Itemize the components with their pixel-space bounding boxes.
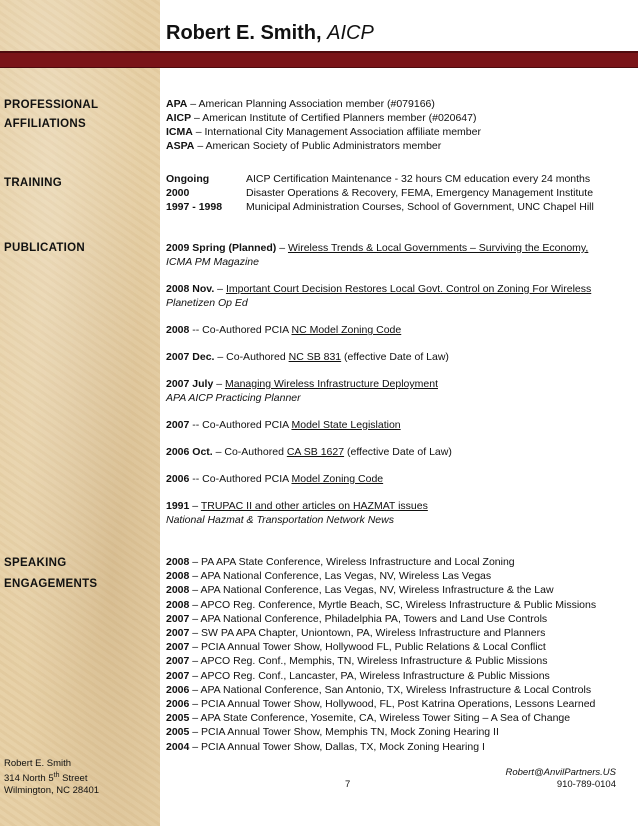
speaking-item [166, 725, 616, 739]
speaking-item [166, 598, 616, 612]
speaking-year: 2005 [166, 726, 190, 739]
speaking-year: 2008 [166, 598, 190, 611]
speaking-year: 2007 [166, 641, 190, 654]
speaking-text: – APA National Conference, Las Vegas, NV, Wireless Infrastructure & the Law [189, 584, 554, 597]
training-date: 2000 [166, 187, 190, 199]
publication-item [166, 418, 606, 432]
publication-title-link[interactable]: NC SB 831 [288, 351, 342, 363]
affiliation-text: – International City Management Association affiliate member [192, 126, 481, 138]
resume-credential: AICP [327, 22, 374, 44]
speaking-text: – PCIA Annual Tower Show, Memphis TN, Mock Zoning Hearing II [189, 726, 499, 739]
publication-venue: ICMA PM Magazine [166, 256, 259, 268]
publication-title-link[interactable]: TRUPAC II and other articles on HAZMAT issues [200, 500, 428, 512]
publication-date: 2008 Nov. [166, 283, 215, 295]
publication-list [166, 241, 606, 540]
speaking-text: – PCIA Annual Tower Show, Dallas, TX, Mock Zoning Hearing I [189, 740, 485, 753]
publication-date: 2007 July [166, 378, 214, 390]
speaking-year: 2007 [166, 669, 190, 682]
training-date: Ongoing [166, 173, 210, 185]
speaking-year: 2007 [166, 612, 190, 625]
speaking-item [166, 640, 616, 654]
publication-pre: -- Co-Authored PCIA [189, 473, 292, 485]
speaking-item [166, 555, 616, 569]
footer-contact [506, 767, 617, 791]
publication-item [166, 445, 606, 459]
publication-date: 2007 [166, 419, 190, 431]
speaking-item [166, 697, 616, 711]
speaking-text: – APA National Conference, Las Vegas, NV, Wireless Las Vegas [189, 570, 492, 583]
speaking-year: 2006 [166, 698, 190, 711]
training-desc: AICP Certification Maintenance - 32 hours CM education every 24 months [246, 173, 591, 185]
section-label-training: TRAINING [4, 177, 62, 189]
publication-date: 1991 [166, 500, 190, 512]
publication-item [166, 323, 606, 337]
publication-date: 2006 Oct. [166, 446, 213, 458]
speaking-item [166, 654, 616, 668]
training-desc: Municipal Administration Courses, School of Government, UNC Chapel Hill [246, 201, 594, 213]
publication-post: (effective Date of Law) [344, 446, 452, 458]
affiliation-text: – American Planning Association member (#079166) [187, 98, 435, 110]
publication-pre: – Co-Authored [214, 351, 289, 363]
publication-line [166, 350, 606, 364]
publication-title-link[interactable]: Managing Wireless Infrastructure Deployment [224, 378, 438, 390]
affiliation-abbr: APA [166, 98, 188, 110]
training-desc: Disaster Operations & Recovery, FEMA, Emergency Management Institute [246, 187, 594, 199]
publication-date: 2009 Spring (Planned) [166, 242, 277, 254]
publication-pre: – Co-Authored [212, 446, 287, 458]
speaking-item [166, 569, 616, 583]
publication-title-link[interactable]: Model Zoning Code [291, 473, 384, 485]
footer-street: 314 North 5th Street [4, 772, 88, 785]
publication-pre: -- Co-Authored PCIA [189, 419, 292, 431]
publication-item [166, 282, 606, 310]
publication-venue: APA AICP Practicing Planner [166, 392, 301, 404]
speaking-year: 2008 [166, 556, 190, 568]
footer-address [4, 758, 99, 797]
speaking-item [166, 626, 616, 640]
publication-pre: -- Co-Authored PCIA [189, 324, 292, 336]
publication-line [166, 282, 606, 296]
publication-line [166, 418, 606, 432]
speaking-text: – APCO Reg. Conference, Myrtle Beach, SC, Wireless Infrastructure & Public Missions [189, 598, 597, 611]
speaking-year: 2007 [166, 655, 190, 668]
speaking-year: 2008 [166, 584, 190, 597]
section-label-publication: PUBLICATION [4, 242, 86, 254]
publication-title-link[interactable]: Important Court Decision Restores Local Govt. Control on Zoning For Wireless [225, 283, 592, 295]
publication-title-link[interactable]: NC Model Zoning Code [291, 324, 402, 336]
speaking-item [166, 740, 616, 754]
publication-line [166, 472, 606, 486]
header-band [0, 51, 638, 68]
publication-date: 2007 Dec. [166, 351, 215, 363]
speaking-text: – SW PA APA Chapter, Uniontown, PA, Wireless Infrastructure and Planners [189, 627, 546, 640]
publication-line [166, 377, 606, 391]
affiliation-text: – American Institute of Certified Planners member (#020647) [191, 112, 477, 124]
publication-pre: – [214, 283, 226, 295]
affiliation-item [166, 111, 481, 125]
speaking-text: – PCIA Annual Tower Show, Hollywood, FL, Post Katrina Operations, Lessons Learned [189, 698, 596, 711]
speaking-year: 2005 [166, 712, 190, 725]
speaking-list [166, 555, 616, 754]
training-date: 1997 - 1998 [166, 201, 223, 213]
speaking-text: – APA National Conference, Philadelphia PA, Towers and Land Use Controls [189, 612, 548, 625]
footer-phone: 910-789-0104 [556, 779, 616, 790]
speaking-text: – APA National Conference, San Antonio, TX, Wireless Infrastructure & Local Controls [189, 683, 592, 696]
training-item [166, 172, 606, 186]
publication-pre: – [189, 500, 201, 512]
speaking-item [166, 683, 616, 697]
page-number: 7 [345, 779, 351, 790]
affiliation-text: – American Society of Public Administrators member [194, 140, 442, 152]
speaking-item [166, 669, 616, 683]
speaking-text: – PA APA State Conference, Wireless Infrastructure and Local Zoning [189, 556, 515, 568]
affiliation-abbr: ASPA [166, 140, 195, 152]
publication-line [166, 241, 606, 255]
publication-date: 2006 [166, 473, 190, 485]
affiliation-item [166, 139, 481, 153]
publication-item [166, 241, 606, 269]
training-item [166, 200, 606, 214]
affiliation-abbr: AICP [166, 112, 192, 124]
publication-item [166, 350, 606, 364]
training-item [166, 186, 606, 200]
publication-venue: National Hazmat & Transportation Network News [166, 514, 394, 526]
publication-title-link[interactable]: Wireless Trends & Local Governments – Surviving the Economy, [287, 242, 589, 254]
publication-line [166, 323, 606, 337]
publication-post: (effective Date of Law) [341, 351, 449, 363]
speaking-year: 2007 [166, 627, 190, 640]
section-label-affiliations: PROFESSIONAL AFFILIATIONS [4, 99, 99, 130]
footer-email[interactable]: Robert@AnvilPartners.US [505, 767, 616, 778]
resume-name: Robert E. Smith, [166, 22, 322, 44]
affiliation-item [166, 97, 481, 111]
publication-venue: Planetizen Op Ed [166, 297, 248, 309]
affiliation-item [166, 125, 481, 139]
speaking-year: 2008 [166, 570, 190, 583]
publication-line [166, 499, 606, 513]
speaking-text: – APCO Reg. Conf., Memphis, TN, Wireless Infrastructure & Public Missions [189, 655, 548, 668]
publication-pre: – [276, 242, 288, 254]
section-label-speaking: SPEAKING ENGAGEMENTS [4, 557, 98, 590]
publication-item [166, 377, 606, 405]
publication-date: 2008 [166, 324, 190, 336]
footer-city: Wilmington, NC 28401 [4, 785, 100, 797]
page-title [166, 22, 374, 45]
training-list [166, 172, 606, 214]
publication-item [166, 472, 606, 486]
footer-name: Robert E. Smith [4, 758, 72, 769]
publication-pre: – [213, 378, 225, 390]
speaking-text: – APCO Reg. Conf., Lancaster, PA, Wireless Infrastructure & Public Missions [189, 669, 550, 682]
affiliation-abbr: ICMA [166, 126, 193, 138]
affiliations-list [166, 97, 481, 153]
publication-title-link[interactable]: CA SB 1627 [286, 446, 345, 458]
speaking-item [166, 612, 616, 626]
speaking-item [166, 583, 616, 597]
publication-item [166, 499, 606, 527]
speaking-year: 2006 [166, 683, 190, 696]
speaking-text: – APA State Conference, Yosemite, CA, Wireless Tower Siting – A Sea of Change [189, 712, 571, 725]
speaking-item [166, 711, 616, 725]
publication-line [166, 445, 606, 459]
speaking-year: 2004 [166, 740, 190, 753]
publication-title-link[interactable]: Model State Legislation [291, 419, 401, 431]
speaking-text: – PCIA Annual Tower Show, Hollywood FL, Public Relations & Local Conflict [189, 641, 546, 654]
